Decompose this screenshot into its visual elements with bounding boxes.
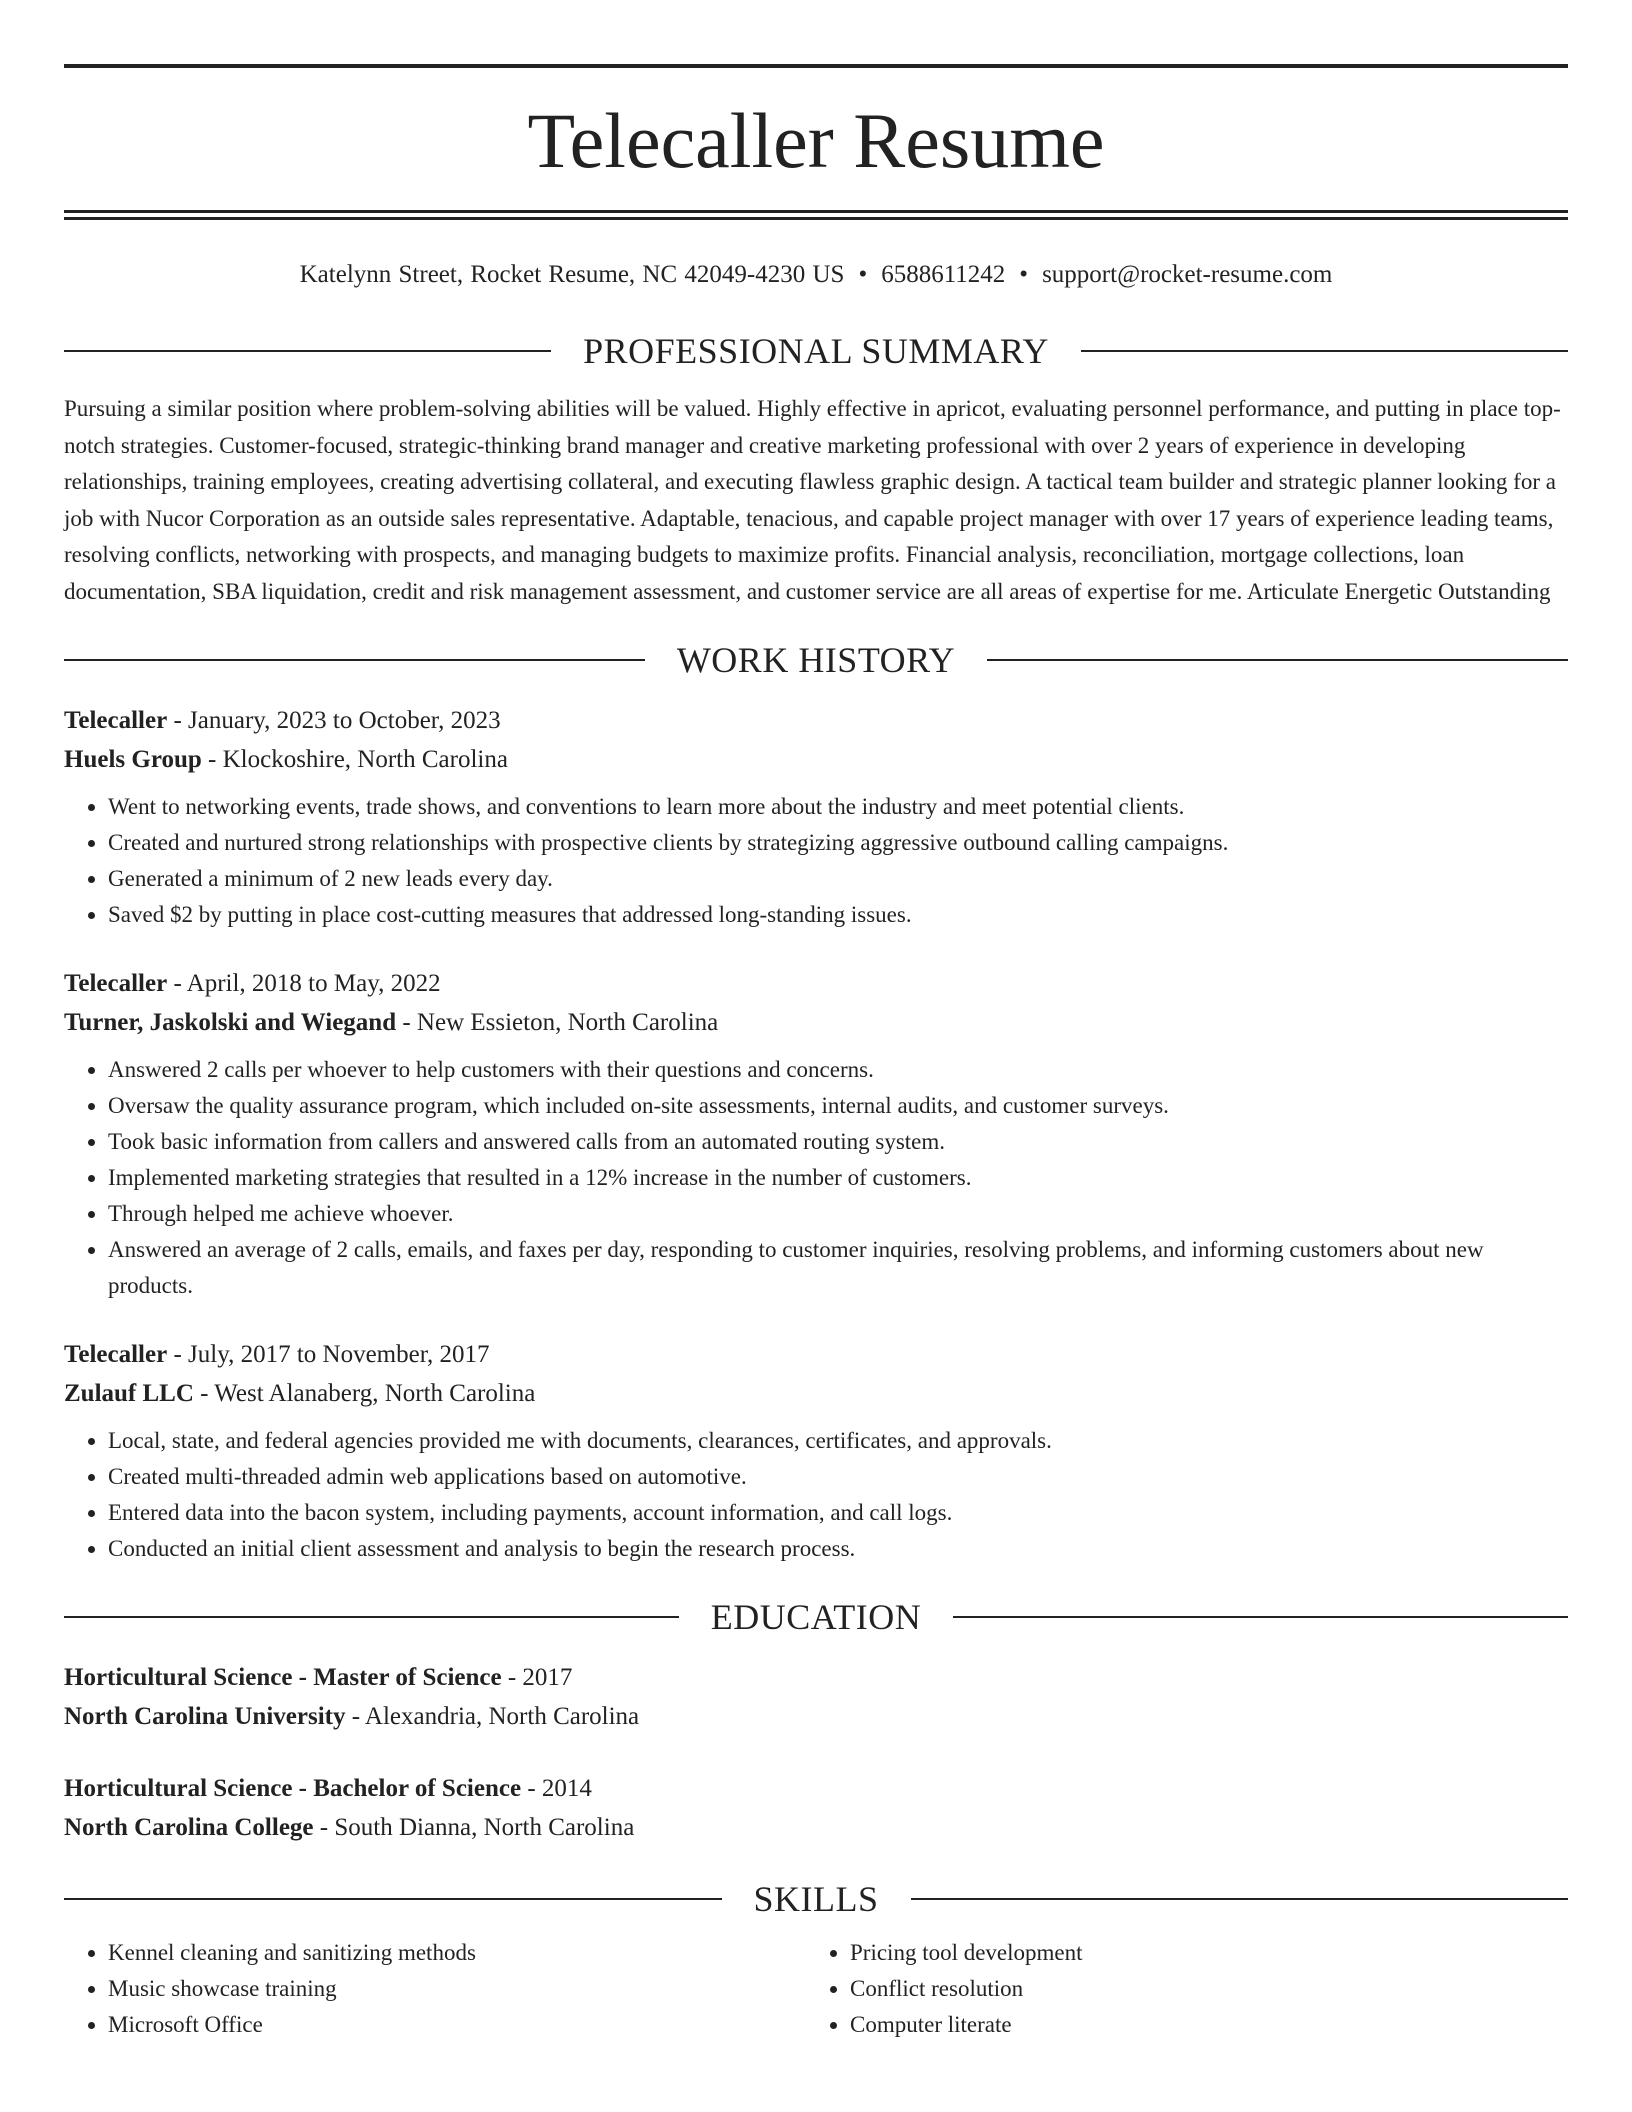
job-title-line [64,702,1568,741]
school: North Carolina College [64,1813,314,1841]
contact-email: support@rocket-resume.com [1042,261,1333,288]
section-label: PROFESSIONAL SUMMARY [583,331,1049,371]
school-line [64,1698,1568,1737]
job-dates: - April, 2018 to May, 2022 [167,970,441,997]
job-title-line [64,1336,1568,1375]
page-title: Telecaller Resume [527,97,1105,184]
school: North Carolina University [64,1702,346,1730]
job-dates: - January, 2023 to October, 2023 [167,707,501,734]
list-item: • Took basic information from callers and answered calls from an automated routing system. [108,1124,1568,1160]
degree-line [64,1770,1568,1809]
section-heading-education [64,1599,1568,1635]
job-location: - Klockoshire, North Carolina [201,745,508,773]
section-label: EDUCATION [710,1597,922,1637]
skill-item: • Kennel cleaning and sanitizing methods [108,1935,806,1971]
skill-item: • Conflict resolution [850,1971,1548,2007]
job-company-line [64,1004,1568,1043]
section-heading-skills [64,1881,1568,1917]
header [64,64,1568,220]
school-line [64,1809,1568,1848]
job-company: Huels Group [64,745,202,773]
title-double-rule [64,210,1568,220]
heading-rule [64,350,551,352]
list-item: • Oversaw the quality assurance program, which included on-site assessments, internal audits, and customer surveys. [108,1088,1568,1124]
job-company: Zulauf LLC [64,1379,194,1407]
section-heading-summary [64,333,1568,369]
resume-page [64,0,1568,2043]
list-item: • Answered an average of 2 calls, emails, and faxes per day, responding to customer inquiries, resolving problems, and informing customers about new products. [108,1232,1568,1304]
job-title: Telecaller [64,1341,168,1368]
job-location: - West Alanaberg, North Carolina [193,1379,536,1407]
list-item: • Entered data into the bacon system, including payments, account information, and call logs. [108,1495,1568,1531]
contact-separator: • [858,261,868,288]
skill-item: • Microsoft Office [108,2007,806,2043]
school-location: - Alexandria, North Carolina [345,1702,640,1730]
list-item: • Implemented marketing strategies that resulted in a 12% increase in the number of customers. [108,1160,1568,1196]
list-item: • Created and nurtured strong relationships with prospective clients by strategizing aggressive outbound calling campaigns. [108,825,1568,861]
skill-item: • Pricing tool development [850,1935,1548,1971]
heading-rule [64,659,645,661]
section-label: WORK HISTORY [676,640,956,680]
contact-line [64,262,1568,287]
job-dates: - July, 2017 to November, 2017 [167,1341,490,1368]
skills-column-left [64,1935,806,2043]
job-entry [64,1336,1568,1567]
job-title-line [64,965,1568,1004]
graduation-year: - 2014 [521,1775,592,1802]
graduation-year: - 2017 [501,1664,573,1691]
job-bullets [64,1052,1568,1304]
degree: Horticultural Science - Bachelor of Science [64,1775,522,1802]
contact-phone: 6588611242 [881,261,1006,288]
list-item: • Local, state, and federal agencies provided me with documents, clearances, certificates, and approvals. [108,1423,1568,1459]
summary-text: Pursuing a similar position where problem-solving abilities will be valued. Highly effective in apricot, evaluating personnel performance, and putting in place top-notch strategies. Customer-focused, strategic-thinking brand manager and creative marketing professional with over 2 years of experience in developing relationships, training employees, creating advertising collateral, and executing flawless graphic design. A tactical team builder and strategic planner looking for a job with Nucor Corporation as an outside sales representative. Adaptable, tenacious, and capable project manager with over 17 years of experience leading teams, resolving conflicts, networking with prospects, and managing budgets to maximize profits. Financial analysis, reconciliation, mortgage collections, loan documentation, SBA liquidation, credit and risk management assessment, and customer service are all areas of expertise for me. Articulate Energetic Outstanding [64,396,1561,604]
heading-rule [1081,350,1568,352]
heading-rule [64,1616,679,1618]
job-company-line [64,741,1568,780]
job-bullets [64,1423,1568,1567]
degree-line [64,1659,1568,1698]
education-entry [64,1770,1568,1847]
list-item: • Answered 2 calls per whoever to help customers with their questions and concerns. [108,1052,1568,1088]
contact-address: Katelynn Street, Rocket Resume, NC 42049-4230 US [299,261,845,288]
skills-column-right [806,1935,1548,2043]
list-item: • Created multi-threaded admin web applications based on automotive. [108,1459,1568,1495]
list-item: • Generated a minimum of 2 new leads every day. [108,861,1568,897]
job-company: Turner, Jaskolski and Wiegand [64,1008,397,1036]
degree: Horticultural Science - Master of Science [64,1664,502,1691]
heading-rule [911,1898,1569,1900]
list-item: • Saved $2 by putting in place cost-cutting measures that addressed long-standing issues. [108,897,1568,933]
heading-rule [987,659,1568,661]
section-heading-work [64,642,1568,678]
skill-item: • Music showcase training [108,1971,806,2007]
job-bullets [64,789,1568,933]
list-item: • Went to networking events, trade shows, and conventions to learn more about the industry and meet potential clients. [108,789,1568,825]
skills-list [64,1935,1568,2043]
job-location: - New Essieton, North Carolina [396,1008,719,1036]
job-company-line [64,1375,1568,1414]
job-title: Telecaller [64,707,168,734]
list-item: • Through helped me achieve whoever. [108,1196,1568,1232]
job-entry [64,702,1568,933]
heading-rule [64,1898,722,1900]
education-entry [64,1659,1568,1736]
list-item: • Conducted an initial client assessment and analysis to begin the research process. [108,1531,1568,1567]
job-entry [64,965,1568,1304]
skill-item: • Computer literate [850,2007,1548,2043]
section-label: SKILLS [753,1879,879,1919]
contact-separator: • [1019,261,1029,288]
school-location: - South Dianna, North Carolina [313,1813,635,1841]
heading-rule [953,1616,1568,1618]
job-title: Telecaller [64,970,168,997]
